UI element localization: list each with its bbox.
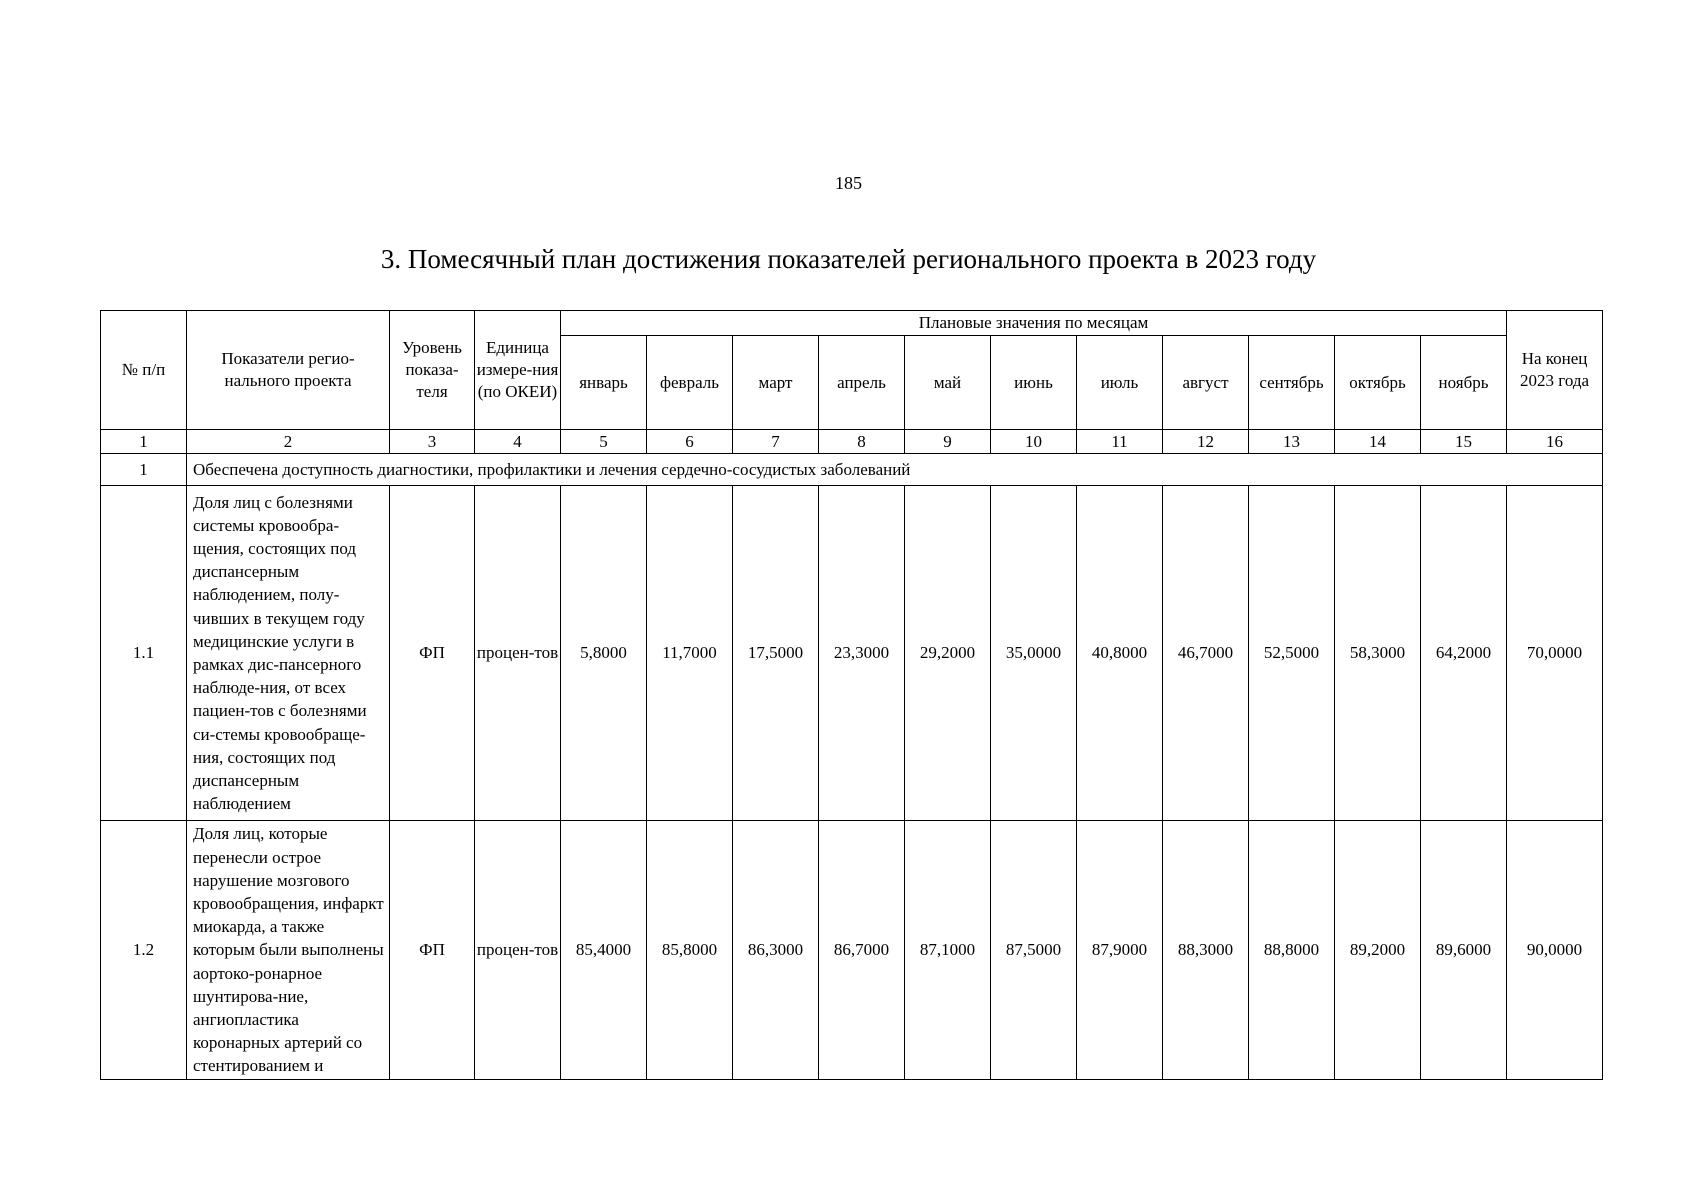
header-end-of-year: На конец 2023 года <box>1507 311 1603 430</box>
month-value: 5,8000 <box>561 486 647 821</box>
header-month: сентябрь <box>1249 336 1335 430</box>
page-number: 185 <box>835 173 862 193</box>
month-value: 35,0000 <box>991 486 1077 821</box>
month-value: 58,3000 <box>1335 486 1421 821</box>
header-unit: Единица измере-ния (по ОКЕИ) <box>475 311 561 430</box>
header-plan-group: Плановые значения по месяцам <box>561 311 1507 336</box>
column-number: 15 <box>1421 430 1507 454</box>
indicator-unit: процен-тов <box>475 486 561 821</box>
header-level: Уровень показа-теля <box>390 311 475 430</box>
month-value: 17,5000 <box>733 486 819 821</box>
column-number: 3 <box>390 430 475 454</box>
header-month: май <box>905 336 991 430</box>
row-num: 1.2 <box>101 821 187 1080</box>
header-row-top <box>101 311 1603 336</box>
month-value: 85,8000 <box>647 821 733 1080</box>
month-value: 11,7000 <box>647 486 733 821</box>
end-of-year-value: 90,0000 <box>1507 821 1603 1080</box>
month-value: 87,1000 <box>905 821 991 1080</box>
header-month: апрель <box>819 336 905 430</box>
indicator-name: Доля лиц с болезнями системы кровообра-щения, состоящих под диспансерным наблюдением, полу-чивших в текущем году медицинские услуги в рамках дис-пансерного наблюде-ния, от всех пациен-тов с болезнями си-стемы кровообраще-ния, состоящих под диспансерным наблюдением <box>187 486 390 821</box>
column-number: 2 <box>187 430 390 454</box>
month-value: 87,9000 <box>1077 821 1163 1080</box>
table-row <box>101 486 1603 821</box>
section-num: 1 <box>101 454 187 486</box>
table-row <box>101 821 1603 1080</box>
header-month: ноябрь <box>1421 336 1507 430</box>
indicator-level: ФП <box>390 821 475 1080</box>
column-number: 6 <box>647 430 733 454</box>
document-title: 3. Помесячный план достижения показателей регионального проекта в 2023 году <box>380 244 1317 274</box>
month-value: 86,3000 <box>733 821 819 1080</box>
month-value: 29,2000 <box>905 486 991 821</box>
header-month: октябрь <box>1335 336 1421 430</box>
month-value: 86,7000 <box>819 821 905 1080</box>
indicator-unit: процен-тов <box>475 821 561 1080</box>
column-number: 16 <box>1507 430 1603 454</box>
month-value: 46,7000 <box>1163 486 1249 821</box>
month-value: 40,8000 <box>1077 486 1163 821</box>
month-value: 89,6000 <box>1421 821 1507 1080</box>
header-month: март <box>733 336 819 430</box>
column-number: 5 <box>561 430 647 454</box>
header-month: январь <box>561 336 647 430</box>
column-number: 13 <box>1249 430 1335 454</box>
column-number: 10 <box>991 430 1077 454</box>
row-num: 1.1 <box>101 486 187 821</box>
month-value: 64,2000 <box>1421 486 1507 821</box>
column-number: 12 <box>1163 430 1249 454</box>
month-value: 87,5000 <box>991 821 1077 1080</box>
month-value: 23,3000 <box>819 486 905 821</box>
column-number: 8 <box>819 430 905 454</box>
month-value: 85,4000 <box>561 821 647 1080</box>
month-value: 88,8000 <box>1249 821 1335 1080</box>
end-of-year-value: 70,0000 <box>1507 486 1603 821</box>
header-month: июль <box>1077 336 1163 430</box>
section-row <box>101 454 1603 486</box>
column-number-row <box>101 430 1603 454</box>
indicator-level: ФП <box>390 486 475 821</box>
header-indicator: Показатели регио-нального проекта <box>187 311 390 430</box>
header-month: август <box>1163 336 1249 430</box>
header-num: № п/п <box>101 311 187 430</box>
column-number: 11 <box>1077 430 1163 454</box>
header-month: июнь <box>991 336 1077 430</box>
column-number: 14 <box>1335 430 1421 454</box>
month-value: 52,5000 <box>1249 486 1335 821</box>
column-number: 7 <box>733 430 819 454</box>
indicator-name: Доля лиц, которые перенесли острое нарушение мозгового кровообращения, инфаркт миокарда, а также которым были выполнены аортоко-ронарное шунтирова-ние, ангиопластика коронарных артерий со стентированием и <box>187 821 390 1080</box>
month-value: 88,3000 <box>1163 821 1249 1080</box>
column-number: 4 <box>475 430 561 454</box>
column-number: 9 <box>905 430 991 454</box>
header-month: февраль <box>647 336 733 430</box>
month-value: 89,2000 <box>1335 821 1421 1080</box>
section-title: Обеспечена доступность диагностики, профилактики и лечения сердечно-сосудистых заболеваний <box>187 454 1603 486</box>
column-number: 1 <box>101 430 187 454</box>
monthly-plan-table <box>100 310 1603 1080</box>
